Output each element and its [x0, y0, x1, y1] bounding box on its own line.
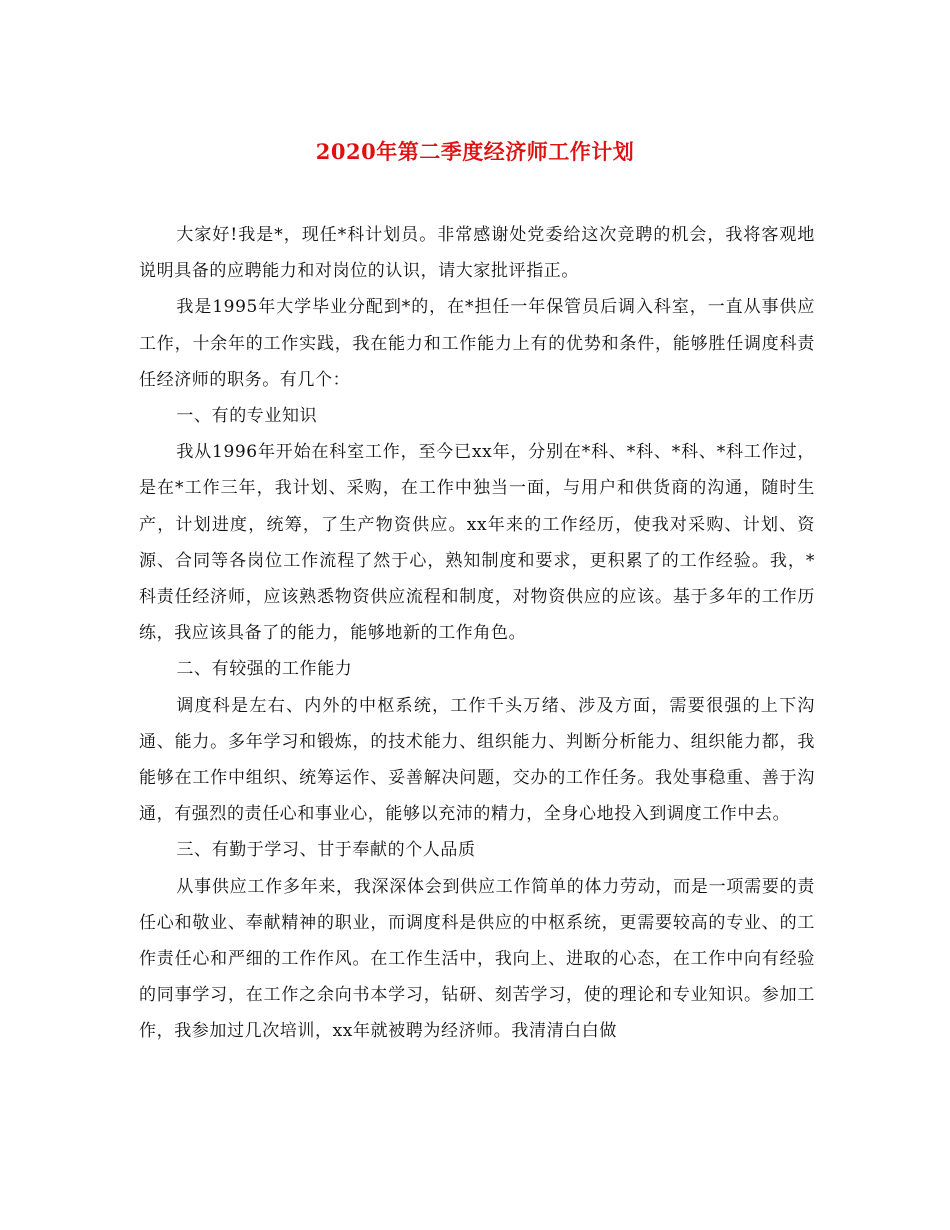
section-heading-2: 二、有较强的工作能力	[176, 659, 353, 680]
section-heading-3: 三、有勤于学习、甘于奉献的个人品质	[176, 840, 476, 861]
paragraph-greeting: 大家好!我是*，现任*科计划员。非常感谢处党委给这次竞聘的机会，我将客观地说明具备的应聘能力和对岗位的认识，请大家批评指正。	[139, 225, 815, 282]
paragraph-section-3: 从事供应工作多年来，我深深体会到供应工作简单的体力劳动，而是一项需要的责任心和敬业、奉献精神的职业，而调度科是供应的中枢系统，更需要较高的专业、的工作责任心和严细的工作作风。在工作生活中，我向上、进取的心态，在工作中向有经验的同事学习，在工作之余向书本学习，钻研、刻苦学习，使的理论和专业知识。参加工作，我参加过几次培训，xx年就被聘为经济师。我清清白白做	[139, 876, 815, 1042]
paragraph-section-2: 调度科是左右、内外的中枢系统，工作千头万绪、涉及方面，需要很强的上下沟通、能力。多年学习和锻炼，的技术能力、组织能力、判断分析能力、组织能力都，我能够在工作中组织、统筹运作、妥善解决问题，交办的工作任务。我处事稳重、善于沟通，有强烈的责任心和事业心，能够以充沛的精力，全身心地投入到调度工作中去。	[139, 695, 815, 825]
document-title: 2020年第二季度经济师工作计划	[315, 139, 635, 164]
paragraph-background: 我是1995年大学毕业分配到*的，在*担任一年保管员后调入科室，一直从事供应工作，十余年的工作实践，我在能力和工作能力上有的优势和条件，能够胜任调度科责任经济师的职务。有几个：	[139, 297, 815, 390]
section-heading-1: 一、有的专业知识	[176, 406, 318, 427]
paragraph-section-1: 我从1996年开始在科室工作，至今已xx年，分别在*科、*科、*科、*科工作过，是在*工作三年，我计划、采购，在工作中独当一面，与用户和供货商的沟通，随时生产，计划进度，统筹，了生产物资供应。xx年来的工作经历，使我对采购、计划、资源、合同等各岗位工作流程了然于心，熟知制度和要求，更积累了的工作经验。我，*科责任经济师，应该熟悉物资供应流程和制度，对物资供应的应该。基于多年的工作历练，我应该具备了的能力，能够地新的工作角色。	[139, 442, 815, 644]
document-body	[139, 217, 815, 1050]
